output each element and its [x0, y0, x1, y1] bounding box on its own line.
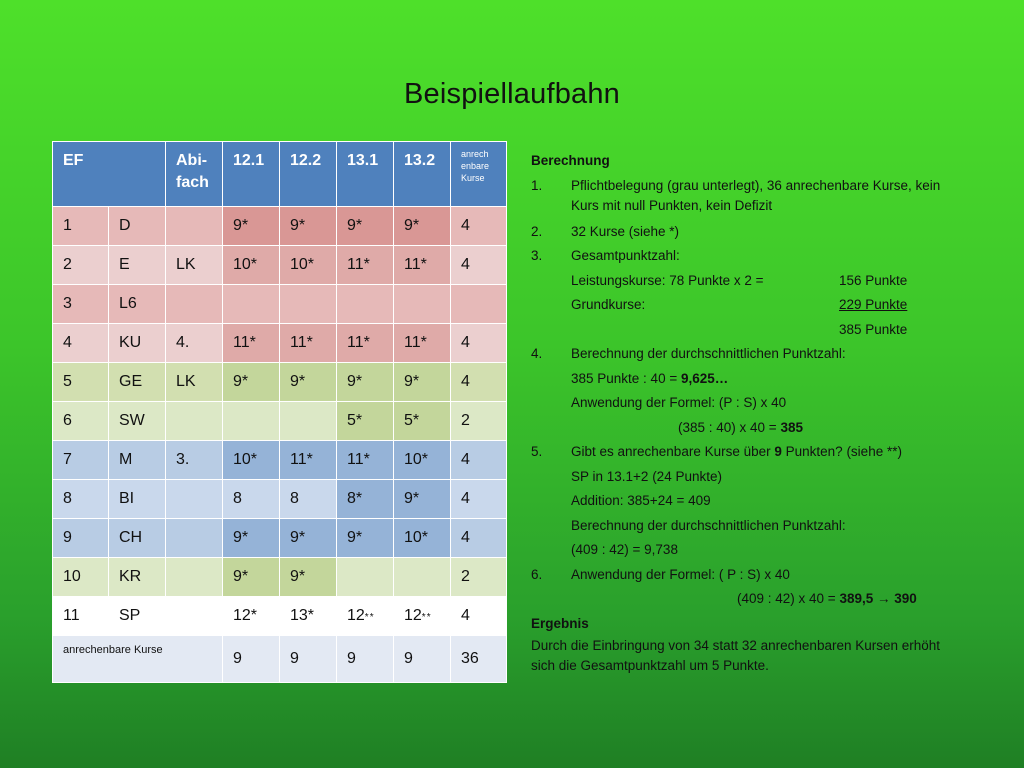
- cell-fach: M: [109, 441, 166, 480]
- cell-abi: LK: [166, 363, 223, 402]
- item-text: Gesamtpunktzahl:: [571, 248, 680, 263]
- cell-kurse: 4: [451, 207, 507, 246]
- cell-13-1: [337, 285, 394, 324]
- cell-13-2: [394, 285, 451, 324]
- cell-12-1: 9*: [223, 519, 280, 558]
- cell-abi: 4.: [166, 324, 223, 363]
- cell-13-1: 11*: [337, 441, 394, 480]
- table-row: [53, 519, 507, 558]
- cell-fach: E: [109, 246, 166, 285]
- cell-kurse: 4: [451, 597, 507, 636]
- calc-item-2: [531, 220, 961, 245]
- table-row: [53, 324, 507, 363]
- cell-kurse: 2: [451, 402, 507, 441]
- cell-fach: CH: [109, 519, 166, 558]
- lk-value: 156 Punkte: [839, 272, 908, 288]
- item4-line2: Anwendung der Formel: (P : S) x 40: [571, 395, 787, 410]
- cell-13-1: 5*: [337, 402, 394, 441]
- cell-12-2: [280, 285, 337, 324]
- gk-label: Grundkurse:: [571, 297, 646, 312]
- item-text: Anwendung der Formel: ( P : S) x 40: [571, 566, 790, 582]
- header-anrechenbare-kurse: anrech enbare Kurse: [451, 142, 507, 207]
- slide-title: Beispiellaufbahn: [403, 78, 621, 110]
- item5-line4: (409 : 42) = 9,738: [571, 542, 678, 557]
- cell-nr: 6: [53, 402, 109, 441]
- cell-abi: LK: [166, 246, 223, 285]
- item-number: 1.: [531, 177, 543, 193]
- item-number: 6.: [531, 566, 543, 582]
- cell-13-2: 12**: [394, 597, 451, 636]
- cell-13-2: 9*: [394, 207, 451, 246]
- result-text: Durch die Einbringung von 34 statt 32 anrechenbaren Kursen erhöht sich die Gesamtpunktzahl um 5 Punkte.: [531, 638, 941, 673]
- table-row: [53, 246, 507, 285]
- item-text: Berechnung der durchschnittlichen Punktzahl:: [571, 346, 846, 361]
- cell-12-1: 8: [223, 480, 280, 519]
- cell-kurse: 4: [451, 519, 507, 558]
- table-row: [53, 285, 507, 324]
- footer-12-1: 9: [223, 636, 280, 683]
- header-abifach: Abi- fach: [166, 142, 223, 207]
- cell-nr: 1: [53, 207, 109, 246]
- header-12-2: 12.2: [280, 142, 337, 207]
- header-ef: EF: [53, 142, 166, 207]
- cell-12-1: 10*: [223, 441, 280, 480]
- calculation-panel: [531, 149, 961, 676]
- cell-fach: L6: [109, 285, 166, 324]
- table-row: [53, 480, 507, 519]
- cell-nr: 4: [53, 324, 109, 363]
- table-row: [53, 441, 507, 480]
- cell-fach: D: [109, 207, 166, 246]
- cell-12-2: 9*: [280, 207, 337, 246]
- calc-item-5: [531, 440, 961, 465]
- cell-fach: KU: [109, 324, 166, 363]
- cell-12-2: 10*: [280, 246, 337, 285]
- cell-kurse: 2: [451, 558, 507, 597]
- cell-12-2: 9*: [280, 519, 337, 558]
- cell-13-2: 10*: [394, 441, 451, 480]
- footer-kurse: 36: [451, 636, 507, 683]
- sum-line: [531, 318, 961, 343]
- cell-13-1: 9*: [337, 363, 394, 402]
- cell-12-2: 13*: [280, 597, 337, 636]
- cell-13-2: 9*: [394, 480, 451, 519]
- table-row: [53, 207, 507, 246]
- cell-fach: KR: [109, 558, 166, 597]
- cell-abi: [166, 285, 223, 324]
- cell-12-1: 11*: [223, 324, 280, 363]
- item-text: Gibt es anrechenbare Kurse über 9 Punkten? (siehe **): [571, 444, 902, 459]
- cell-12-1: 10*: [223, 246, 280, 285]
- cell-nr: 10: [53, 558, 109, 597]
- calc-item-6: [531, 563, 961, 588]
- cell-13-2: 11*: [394, 324, 451, 363]
- header-12-1: 12.1: [223, 142, 280, 207]
- item-text: 32 Kurse (siehe *): [571, 223, 680, 239]
- cell-kurse: 4: [451, 363, 507, 402]
- table-header-row: [53, 142, 507, 207]
- cell-13-2: 10*: [394, 519, 451, 558]
- cell-nr: 3: [53, 285, 109, 324]
- cell-kurse: 4: [451, 246, 507, 285]
- gk-value: 229 Punkte: [839, 297, 908, 312]
- sum-value: 385 Punkte: [839, 321, 908, 337]
- cell-12-1: 9*: [223, 363, 280, 402]
- cell-12-2: 11*: [280, 441, 337, 480]
- cell-13-1: 11*: [337, 324, 394, 363]
- cell-12-2: 9*: [280, 363, 337, 402]
- calc-heading: Berechnung: [531, 153, 610, 168]
- cell-kurse: 4: [451, 480, 507, 519]
- course-table: [52, 141, 507, 683]
- footer-12-2: 9: [280, 636, 337, 683]
- result-heading: Ergebnis: [531, 615, 589, 631]
- item-text: Pflichtbelegung (grau unterlegt), 36 anrechenbare Kurse, kein Kurs mit null Punkten, kein Defizit: [571, 177, 941, 213]
- item-number: 2.: [531, 223, 543, 239]
- lk-label: Leistungskurse: 78 Punkte x 2 =: [571, 272, 764, 288]
- gk-line: [531, 293, 961, 318]
- cell-abi: 3.: [166, 441, 223, 480]
- cell-kurse: 4: [451, 324, 507, 363]
- cell-12-2: 11*: [280, 324, 337, 363]
- cell-13-2: 9*: [394, 363, 451, 402]
- cell-12-1: 12*: [223, 597, 280, 636]
- cell-kurse: 4: [451, 441, 507, 480]
- cell-12-2: [280, 402, 337, 441]
- cell-fach: SP: [109, 597, 166, 636]
- table-row: [53, 558, 507, 597]
- header-13-1: 13.1: [337, 142, 394, 207]
- cell-abi: [166, 480, 223, 519]
- item-number: 3.: [531, 248, 543, 263]
- item5-line2: Addition: 385+24 = 409: [571, 493, 711, 508]
- cell-12-2: 8: [280, 480, 337, 519]
- cell-nr: 9: [53, 519, 109, 558]
- header-13-2: 13.2: [394, 142, 451, 207]
- calc-item-3: [531, 244, 961, 269]
- cell-fach: BI: [109, 480, 166, 519]
- cell-13-1: 12**: [337, 597, 394, 636]
- cell-12-1: 9*: [223, 558, 280, 597]
- item-number: 4.: [531, 346, 543, 361]
- cell-13-1: 11*: [337, 246, 394, 285]
- cell-12-1: [223, 402, 280, 441]
- cell-abi: [166, 597, 223, 636]
- cell-12-1: 9*: [223, 207, 280, 246]
- cell-13-1: [337, 558, 394, 597]
- table-row: [53, 363, 507, 402]
- item-number: 5.: [531, 444, 543, 459]
- calc-item-1: [531, 174, 961, 220]
- item5-line3: Berechnung der durchschnittlichen Punktzahl:: [571, 517, 846, 533]
- cell-12-1: [223, 285, 280, 324]
- lk-line: [531, 269, 961, 294]
- calc-item-4: [531, 342, 961, 367]
- cell-abi: [166, 519, 223, 558]
- cell-abi: [166, 207, 223, 246]
- cell-fach: SW: [109, 402, 166, 441]
- footer-13-1: 9: [337, 636, 394, 683]
- table-footer-row: [53, 636, 507, 683]
- cell-nr: 7: [53, 441, 109, 480]
- item4-line3: (385 : 40) x 40 = 385: [678, 419, 803, 435]
- item6-line1: (409 : 42) x 40 = 389,5 → 390: [737, 591, 917, 606]
- cell-abi: [166, 402, 223, 441]
- item5-line1: SP in 13.1+2 (24 Punkte): [571, 468, 722, 484]
- footer-label: anrechenbare Kurse: [53, 636, 223, 683]
- cell-13-1: 8*: [337, 480, 394, 519]
- cell-13-2: [394, 558, 451, 597]
- cell-nr: 11: [53, 597, 109, 636]
- table-row: [53, 597, 507, 636]
- cell-nr: 5: [53, 363, 109, 402]
- cell-13-1: 9*: [337, 519, 394, 558]
- table-row: [53, 402, 507, 441]
- cell-nr: 8: [53, 480, 109, 519]
- item4-line1: 385 Punkte : 40 = 9,625…: [571, 370, 729, 386]
- footer-13-2: 9: [394, 636, 451, 683]
- cell-13-1: 9*: [337, 207, 394, 246]
- cell-fach: GE: [109, 363, 166, 402]
- cell-13-2: 11*: [394, 246, 451, 285]
- cell-kurse: [451, 285, 507, 324]
- cell-nr: 2: [53, 246, 109, 285]
- cell-abi: [166, 558, 223, 597]
- cell-13-2: 5*: [394, 402, 451, 441]
- cell-12-2: 9*: [280, 558, 337, 597]
